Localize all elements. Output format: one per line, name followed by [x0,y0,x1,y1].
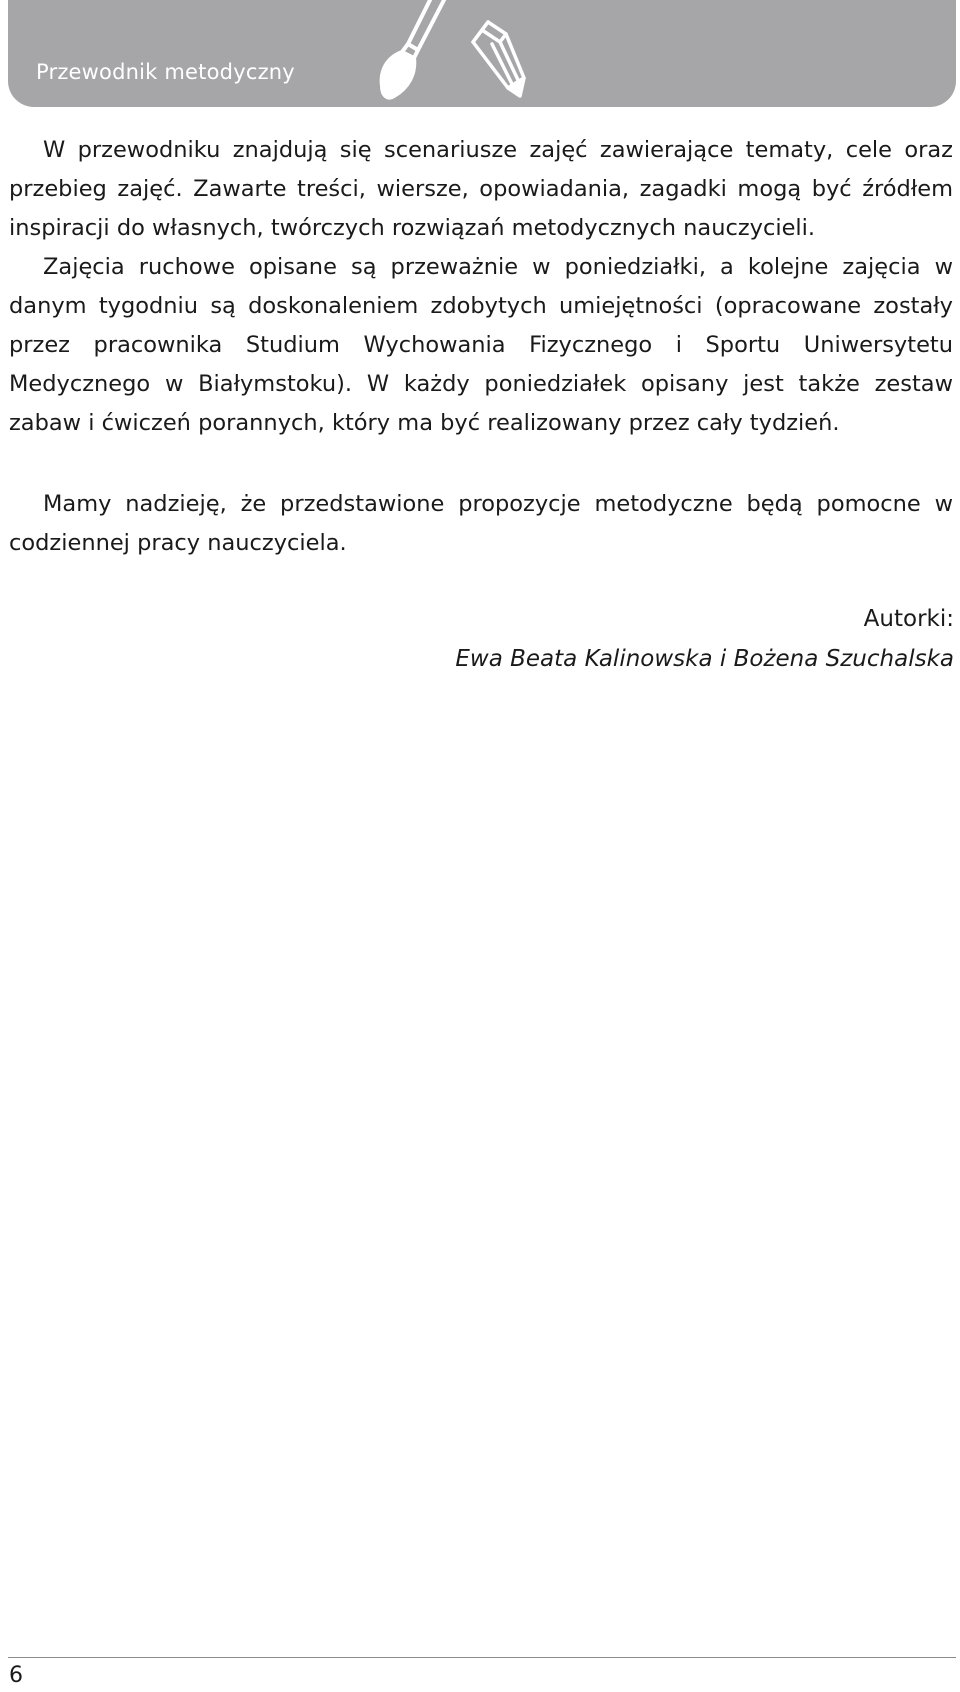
page-number: 6 [9,1663,23,1688]
intro-paragraph-continuation: Zajęcia ruchowe opisane są przeważnie w poniedziałki, a kolejne zajęcia w danym tygodniu są doskonaleniem zdobytych umiejętności (opracowane zostały przez pracownika Studium Wychowania Fizycznego i Sportu Uniwersytetu Medycznego w Białymstoku). W każdy poniedziałek opisany jest także zestaw zabaw i ćwiczeń porannych, który ma być realizowany przez cały tydzień. [9,254,953,436]
paintbrush-icon [382,0,444,98]
header-bar [8,0,956,107]
signature-names: Ewa Beata Kalinowska i Bożena Szuchalska [455,646,954,672]
footer-divider [8,1657,956,1658]
pencil-icon [473,22,524,96]
header-illustration [378,0,578,107]
header-title: Przewodnik metodyczny [36,60,295,84]
closing-paragraph: Mamy nadzieję, że przedstawione propozycje metodyczne będą pomocne w codziennej pracy nauczyciela. [9,491,953,556]
intro-paragraph-lead: W przewodniku znajdują się scenariusze zajęć zawierające tematy, cele oraz przebieg zajęć. Zawarte treści, wiersze, opowiadania, zagadki mogą być źródłem inspiracji do własnych, twórczych rozwiązań metodycznych nauczycieli. [9,137,953,241]
intro-paragraph [9,131,953,443]
signature-label: Autorki: [863,606,954,632]
